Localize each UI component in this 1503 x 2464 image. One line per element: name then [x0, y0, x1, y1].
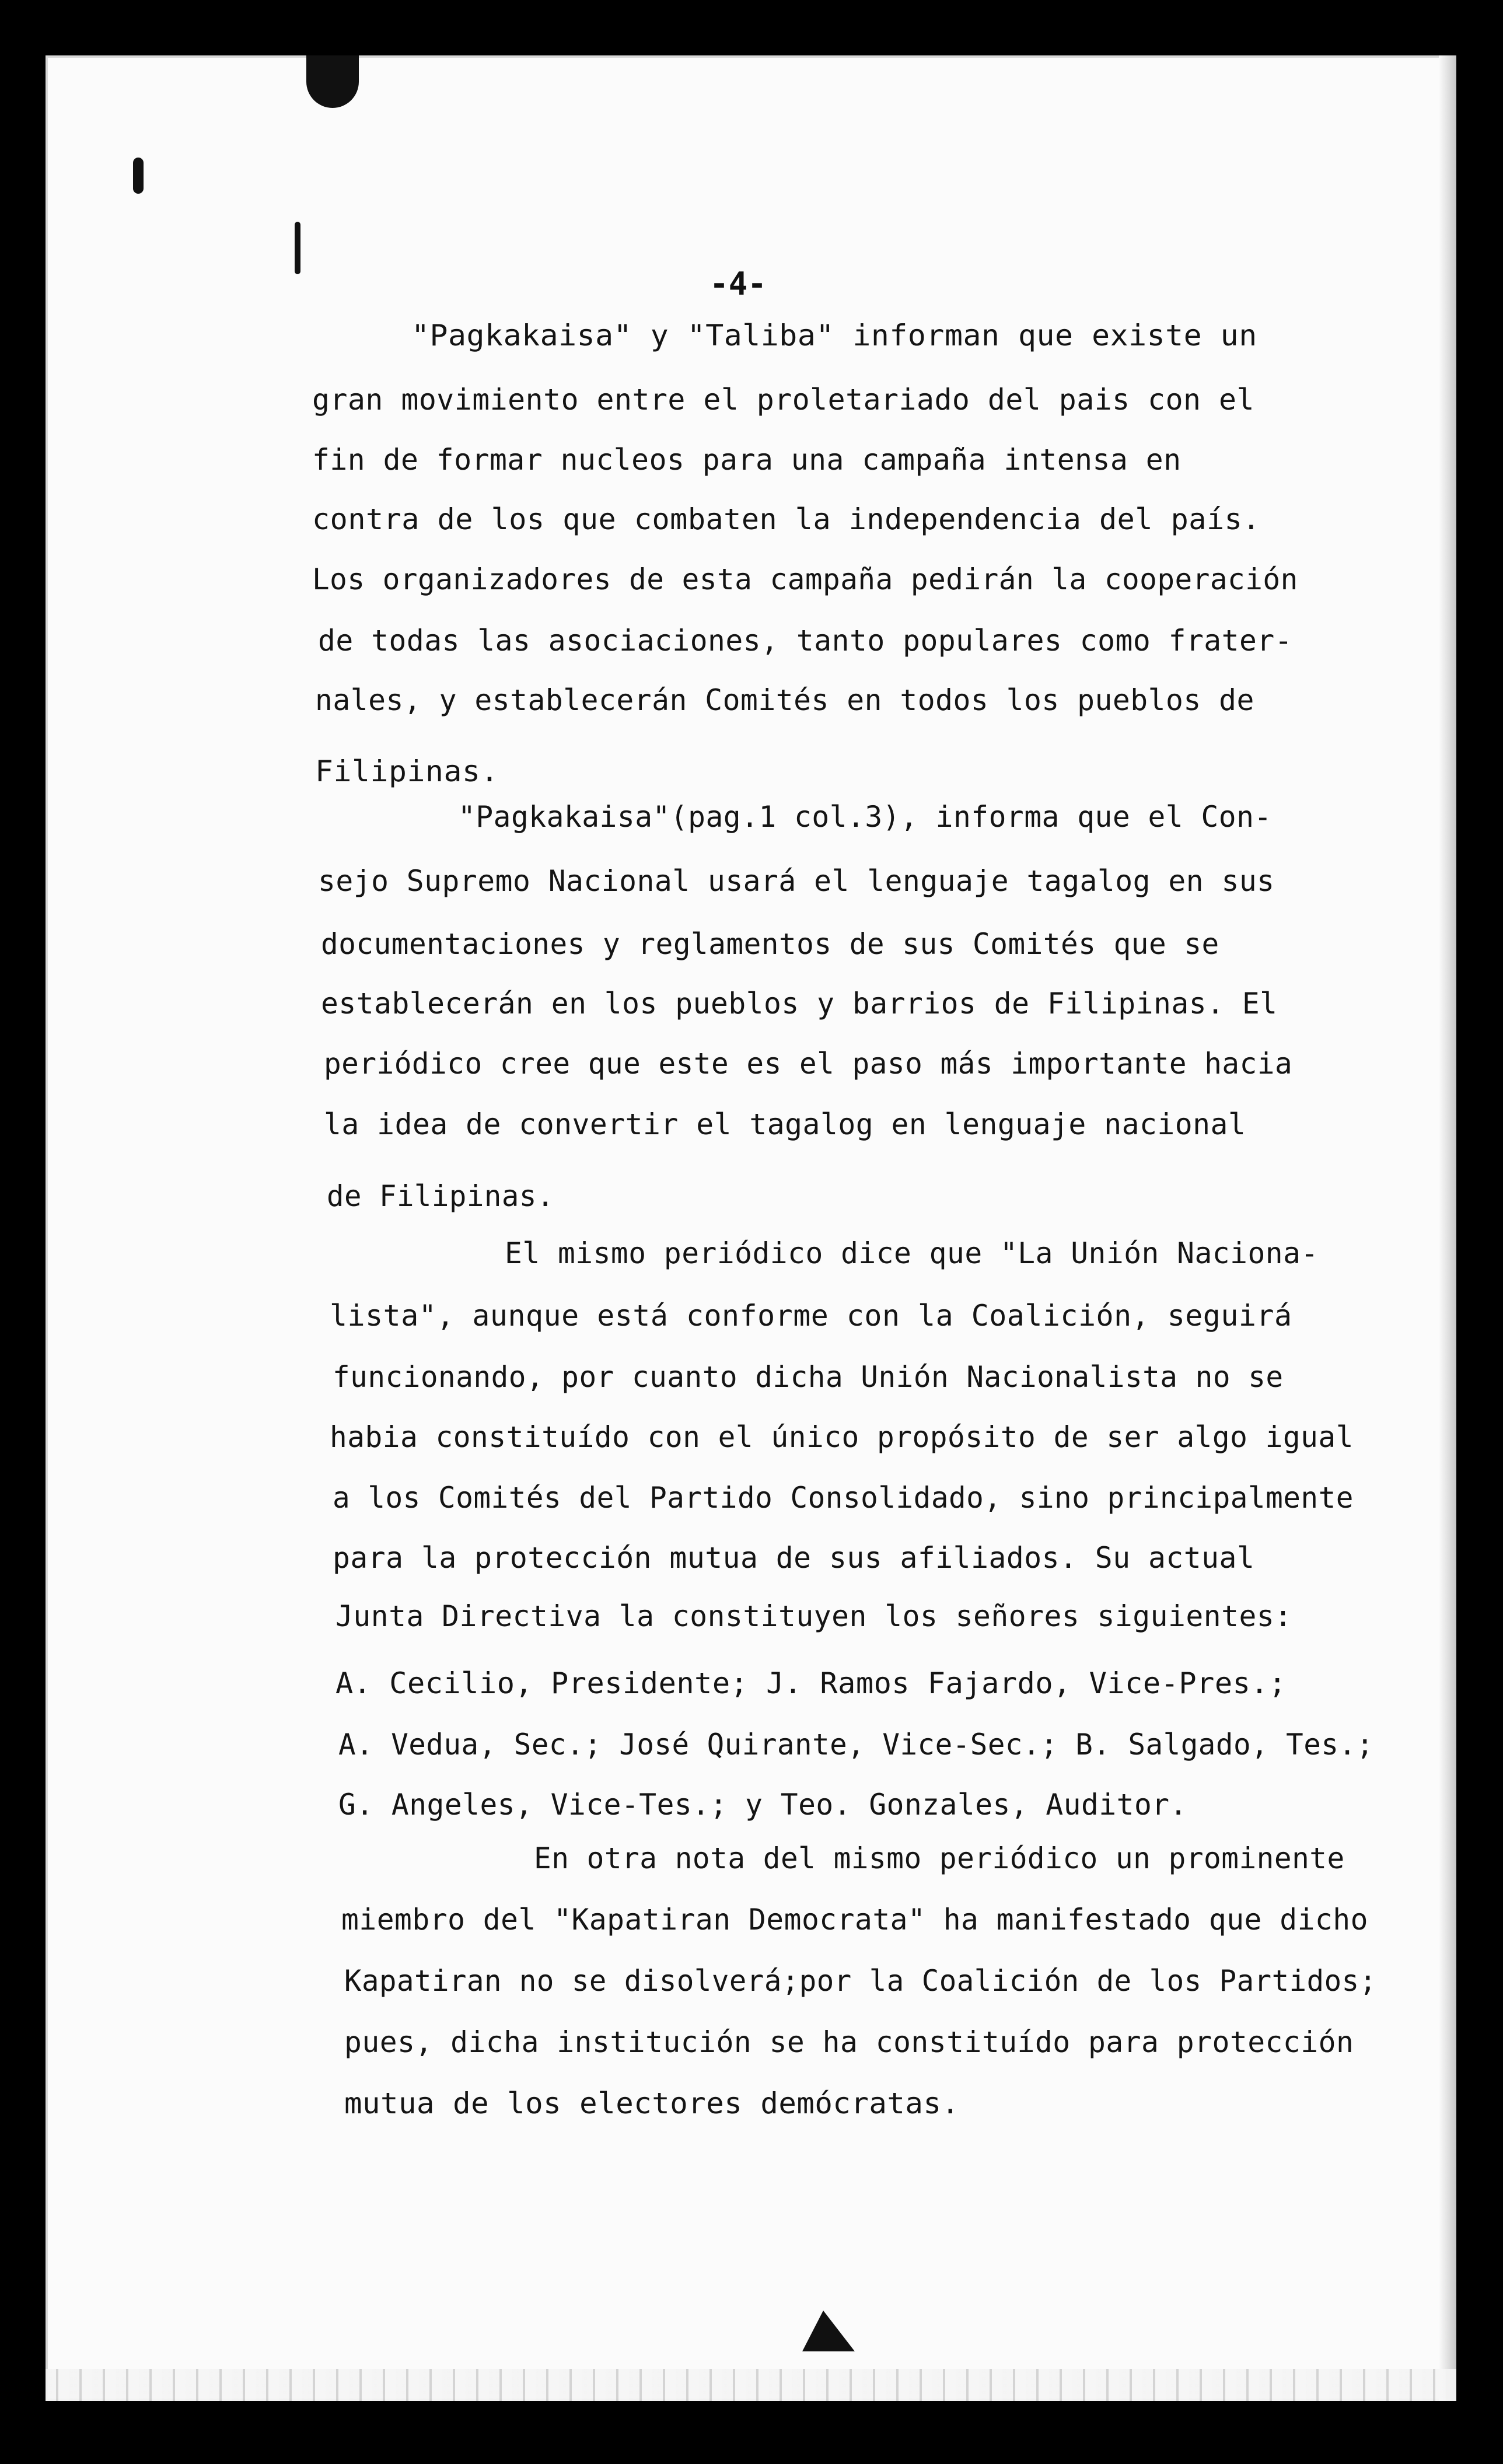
text-line: a los Comités del Partido Consolidado, sino principalmente	[333, 1481, 1354, 1515]
text-line: Filipinas.	[315, 754, 499, 788]
text-line: periódico cree que este es el paso más importante hacia	[324, 1047, 1293, 1081]
text-line: gran movimiento entre el proletariado del pais con el	[312, 383, 1254, 417]
text-line: "Pagkakaisa" y "Taliba" informan que existe un	[411, 319, 1257, 352]
text-line: pues, dicha institución se ha constituído para protección	[344, 2025, 1354, 2059]
text-line: miembro del "Kapatiran Democrata" ha manifestado que dicho	[341, 1903, 1368, 1937]
text-line: "Pagkakaisa"(pag.1 col.3), informa que el Con-	[458, 800, 1272, 834]
text-line: contra de los que combaten la independencia del país.	[312, 502, 1260, 536]
text-line: A. Cecilio, Presidente; J. Ramos Fajardo, Vice-Pres.;	[335, 1666, 1287, 1700]
ink-mark	[295, 222, 300, 274]
text-line: Kapatiran no se disolverá;por la Coalición de los Partidos;	[344, 1964, 1377, 1998]
text-line: funcionando, por cuanto dicha Unión Nacionalista no se	[333, 1360, 1284, 1394]
text-line: Junta Directiva la constituyen los señores siguientes:	[335, 1599, 1292, 1633]
page-edge	[1439, 55, 1456, 2401]
text-line: fin de formar nucleos para una campaña intensa en	[312, 443, 1182, 477]
text-line: documentaciones y reglamentos de sus Comités que se	[321, 927, 1219, 961]
text-line: mutua de los electores demócratas.	[344, 2086, 960, 2120]
text-line: de Filipinas.	[327, 1179, 554, 1213]
text-line: establecerán en los pueblos y barrios de Filipinas. El	[321, 987, 1278, 1020]
text-line: Los organizadores de esta campaña pedirán la cooperación	[312, 562, 1298, 596]
text-line: G. Angeles, Vice-Tes.; y Teo. Gonzales, Auditor.	[338, 1788, 1187, 1822]
text-line: habia constituído con el único propósito de ser algo igual	[330, 1420, 1354, 1454]
ink-blot	[306, 55, 359, 108]
ink-mark	[133, 158, 144, 194]
text-line: El mismo periódico dice que "La Unión Naciona-	[505, 1236, 1319, 1270]
text-line: sejo Supremo Nacional usará el lenguaje tagalog en sus	[318, 864, 1275, 898]
text-line: A. Vedua, Sec.; José Quirante, Vice-Sec.; B. Salgado, Tes.;	[338, 1728, 1374, 1762]
text-line: lista", aunque está conforme con la Coalición, seguirá	[330, 1299, 1292, 1333]
text-line: nales, y establecerán Comités en todos los pueblos de	[315, 683, 1254, 717]
text-line: En otra nota del mismo periódico un prominente	[534, 1841, 1345, 1875]
text-line: para la protección mutua de sus afiliados. Su actual	[333, 1541, 1255, 1575]
text-line: de todas las asociaciones, tanto populares como frater-	[318, 624, 1293, 658]
text-line: la idea de convertir el tagalog en lenguaje nacional	[324, 1107, 1246, 1141]
page-edge-worn	[46, 2369, 1456, 2401]
page-number: -4-	[709, 265, 767, 302]
